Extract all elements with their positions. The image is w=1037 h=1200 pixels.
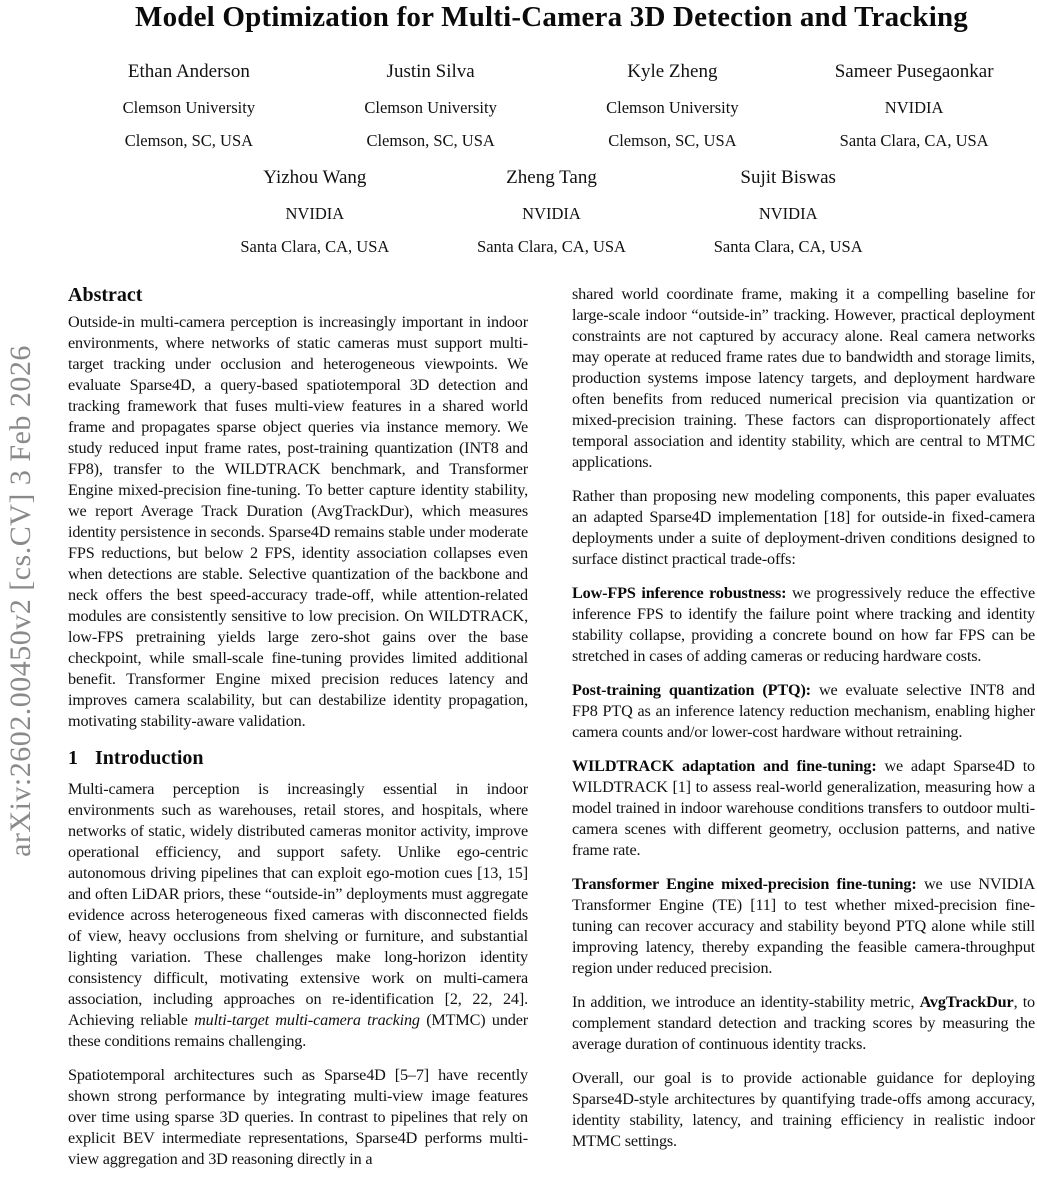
contribution-transformer-engine bbox=[572, 874, 1035, 979]
contribution-text: we use NVIDIA Transformer Engine (TE) [11] to test whether mixed-precision fine-tuning can recover accuracy and stability beyond PTQ alone while still improving latency, thereby expanding the feasible camera-throughput region under reduced precision. bbox=[572, 875, 1035, 977]
intro-p1-italic-term: multi-target multi-camera tracking bbox=[194, 1011, 420, 1029]
author-block-sujit-biswas bbox=[670, 167, 907, 257]
author-block-yizhou-wang bbox=[197, 167, 434, 257]
contribution-label: WILDTRACK adaptation and fine-tuning: bbox=[572, 757, 877, 775]
author-row-1 bbox=[68, 61, 1035, 151]
author-affiliation: Clemson University bbox=[606, 98, 739, 117]
right-paragraph-2: Rather than proposing new modeling components, this paper evaluates an adapted Sparse4D implementation [18] for outside-in fixed-camera deployments under a suite of deployment-driven conditions designed to surface distinct practical trade-offs: bbox=[572, 487, 1035, 568]
author-block-ethan-anderson bbox=[68, 61, 310, 151]
author-affiliation: NVIDIA bbox=[884, 98, 944, 117]
author-name: Justin Silva bbox=[386, 61, 475, 82]
author-affiliation: Clemson University bbox=[122, 98, 256, 117]
intro-p1-text-end: (MTMC) under these conditions remains challenging. bbox=[68, 1011, 528, 1050]
intro-p1-text: Multi-camera perception is increasingly essential in indoor environments such as warehouses, retail stores, and hospitals, where networks of static, widely distributed cameras monitor activity, improve operational efficiency, and support safety. Unlike ego-centric autonomous driving pipelines that can exploit ego-motion cues [13, 15] and often LiDAR priors, these “outside-in” deployments must aggregate evidence across heterogeneous fixed cameras with disconnected fields of view, heavy occlusions from shelving or furniture, and substantial lighting variation. These challenges make long-horizon identity consistency difficult, motivating extensive work on multi-camera association, including approaches on re-identification [2, 22, 24]. Achieving reliable bbox=[68, 780, 528, 1029]
author-location: Santa Clara, CA, USA bbox=[839, 131, 989, 150]
author-name: Zheng Tang bbox=[506, 167, 597, 188]
author-row-2 bbox=[197, 167, 907, 257]
author-affiliation: NVIDIA bbox=[522, 204, 581, 223]
author-block-sameer-pusegaonkar bbox=[793, 61, 1035, 151]
author-location: Santa Clara, CA, USA bbox=[713, 237, 863, 256]
right-paragraph-goal: Overall, our goal is to provide actionable guidance for deploying Sparse4D-style architectures by quantifying trade-offs among accuracy, identity stability, latency, and training efficiency in realistic indoor MTMC settings. bbox=[572, 1069, 1035, 1150]
author-location: Clemson, SC, USA bbox=[366, 131, 495, 150]
paper-content bbox=[68, 0, 1035, 1183]
author-name: Sujit Biswas bbox=[740, 167, 836, 188]
author-affiliation: NVIDIA bbox=[758, 204, 818, 223]
contribution-low-fps bbox=[572, 583, 1035, 667]
right-paragraph-1: shared world coordinate frame, making it a compelling baseline for large-scale indoor “outside-in” tracking. However, practical deployment constraints are not captured by accuracy alone. Real camera networks may operate at reduced frame rates due to bandwidth and storage limits, production systems impose latency targets, and deployment hardware often benefits from reduced numerical precision via quantization or mixed-precision training. These factors can disproportionately affect temporal association and identity stability, which are central to MTMC applications. bbox=[572, 285, 1035, 471]
author-location: Santa Clara, CA, USA bbox=[240, 237, 390, 256]
author-location: Clemson, SC, USA bbox=[608, 131, 737, 150]
abstract-heading: Abstract bbox=[68, 284, 143, 306]
right-paragraph-metric bbox=[572, 992, 1035, 1055]
author-block-justin-silva bbox=[310, 61, 552, 151]
paper-title: Model Optimization for Multi-Camera 3D Detection and Tracking bbox=[135, 1, 968, 33]
author-name: Kyle Zheng bbox=[627, 61, 718, 82]
contribution-text: we progressively reduce the effective inference FPS to identify the failure point where tracking and identity stability collapse, providing a concrete bound on how far FPS can be stretched in cases of adding cameras or reducing hardware costs. bbox=[572, 584, 1035, 665]
abstract-paragraph: Outside-in multi-camera perception is increasingly important in indoor environments, where networks of static cameras must support multi-target tracking under occlusion and heterogeneous viewpoints. We evaluate Sparse4D, a query-based spatiotemporal 3D detection and tracking framework that fuses multi-view features in a shared world frame and propagates sparse object queries via instance memory. We study reduced input frame rates, post-training quantization (INT8 and FP8), transfer to the WILDTRACK benchmark, and Transformer Engine mixed-precision fine-tuning. To better capture identity stability, we report Average Track Duration (AvgTrackDur), which measures identity persistence in seconds. Sparse4D remains stable under moderate FPS reductions, but below 2 FPS, identity association collapses even when detections are stable. Selective quantization of the backbone and neck offers the best speed-accuracy trade-off, while attention-related modules are consistently sensitive to low precision. On WILDTRACK, low-FPS pretraining yields large zero-shot gains over the base checkpoint, while small-scale fine-tuning provides limited additional benefit. Transformer Engine mixed precision reduces latency and improves camera scalability, but can destabilize identity propagation, motivating stability-aware validation. bbox=[68, 313, 528, 730]
contribution-label: Post-training quantization (PTQ): bbox=[572, 681, 811, 699]
author-block-zheng-tang bbox=[433, 167, 670, 257]
author-name: Yizhou Wang bbox=[263, 167, 367, 188]
author-affiliation: NVIDIA bbox=[285, 204, 345, 223]
author-name: Ethan Anderson bbox=[127, 61, 250, 82]
contribution-ptq bbox=[572, 680, 1035, 743]
contribution-wildtrack bbox=[572, 756, 1035, 861]
intro-paragraph-2: Spatiotemporal architectures such as Sparse4D [5–7] have recently shown strong performance by integrating multi-view image features over time using sparse 3D queries. In contrast to pipelines that rely on explicit BEV intermediate representations, Sparse4D performs multi-view aggregation and 3D reasoning directly in a bbox=[68, 1066, 528, 1168]
contribution-text: we adapt Sparse4D to WILDTRACK [1] to assess real-world generalization, measuring how a model trained in indoor warehouse conditions transfers to outdoor multi-camera scenes with different geometry, occlusion patterns, and native frame rate. bbox=[572, 757, 1035, 859]
contribution-label: Transformer Engine mixed-precision fine-tuning: bbox=[572, 875, 917, 893]
section-title: Introduction bbox=[95, 747, 204, 769]
intro-paragraph-1 bbox=[68, 779, 528, 1052]
author-location: Clemson, SC, USA bbox=[124, 131, 254, 150]
metric-text-end: , to complement standard detection and tracking scores by measuring the average duration of continuous identity tracks. bbox=[572, 993, 1035, 1053]
contribution-label: Low-FPS inference robustness: bbox=[572, 584, 787, 602]
author-name: Sameer Pusegaonkar bbox=[834, 61, 994, 82]
introduction-heading bbox=[68, 747, 528, 770]
two-column-body bbox=[68, 284, 1035, 1183]
author-block-kyle-zheng bbox=[552, 61, 794, 151]
author-location: Santa Clara, CA, USA bbox=[477, 237, 626, 256]
contribution-text: we evaluate selective INT8 and FP8 PTQ as an inference latency reduction mechanism, enabling higher camera counts and/or lower-cost hardware without retraining. bbox=[572, 681, 1035, 741]
metric-text: In addition, we introduce an identity-stability metric, bbox=[572, 993, 920, 1011]
left-column bbox=[68, 284, 528, 1183]
right-column bbox=[572, 284, 1035, 1183]
section-number: 1 bbox=[68, 747, 78, 769]
metric-name-bold: AvgTrackDur bbox=[919, 993, 1014, 1011]
arxiv-watermark: arXiv:2602.00450v2 [cs.CV] 3 Feb 2026 bbox=[4, 345, 37, 857]
author-affiliation: Clemson University bbox=[364, 98, 497, 117]
